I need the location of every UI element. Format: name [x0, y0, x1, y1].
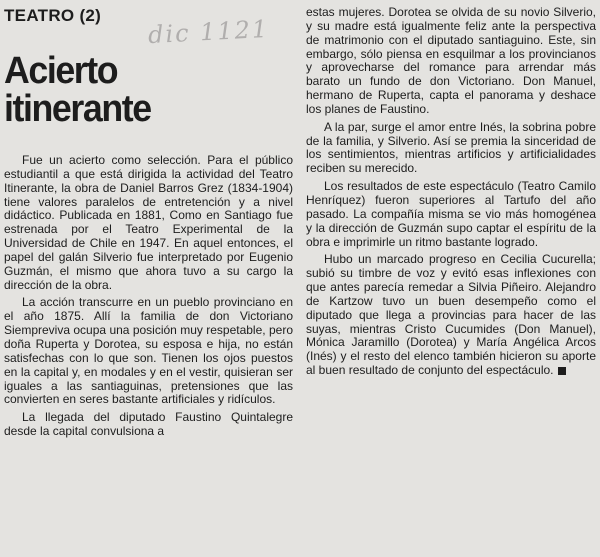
paragraph-text: Hubo un marcado progreso en Cecilia Cucurella; subió su timbre de voz y evitó esas inflexiones con que antes parecía remedar a Silvia Piñeiro. Alejandro de Kartzow tuvo un buen desempeño como el diputado que llega a provincias para hacer de las suyas, mientras Cristo Cucumides (Don Manuel), Mónica Jaramillo (Dorotea) y María Angélica Arcos (Inés) y el resto del elenco también hicieron su aporte al buen resultado de conjunto del espectáculo.: [306, 252, 596, 378]
paragraph: La acción transcurre en un pueblo provinciano en el año 1875. Allí la familia de don Victoriano Siempreviva ocupa una posición muy respetable, pero doña Ruperta y Dorotea, su esposa e hija, no están satisfechas con lo que son. Tienen los ojos puestos en la capital y, en modales y en el vestir, quisieran ser iguales a las santiaguinas, pretensiones que las convierten en seres bastante artificiales y ridículos.: [4, 295, 293, 407]
paragraph: La llegada del diputado Faustino Quintalegre desde la capital convulsiona a: [4, 410, 293, 439]
left-column: [4, 154, 293, 439]
paragraph: Los resultados de este espectáculo (Teatro Camilo Henríquez) fueron superiores al Tartufo del año pasado. La compañía misma se vio más homogénea y la dirección de Guzmán supo captar el espíritu de la obra e imprimirle un ritmo bastante logrado.: [306, 179, 596, 249]
headline: [4, 52, 151, 128]
paragraph: Fue un acierto como selección. Para el público estudiantil a que está dirigida la actividad del Teatro Itinerante, la obra de Daniel Barros Grez (1834-1904) tiene valores paralelos de entretención y a nivel didáctico. Publicada en 1881, Como en Santiago fue estrenada por el Teatro Experimental de la Universidad de Chile en 1947. En aquel entonces, el papel del galán Silverio fue interpretado por Eugenio Guzmán, el mismo que ahora tuvo a su cargo la dirección de la obra.: [4, 153, 293, 292]
handwritten-date-note: dic 1121: [147, 14, 270, 50]
end-of-article-mark: [558, 367, 566, 375]
section-label: TEATRO (2): [4, 6, 102, 25]
headline-line-1: Acierto: [4, 50, 118, 92]
paragraph: estas mujeres. Dorotea se olvida de su novio Silverio, y su madre está igualmente feliz ante la perspectiva de matrimonio con el diputado santiaguino. Este, sin embargo, sólo piensa en esquilmar a los provincianos y aprovecharse del romance para arrendar más barato un fundo de don Victoriano. Don Manuel, hermano de Ruperta, capta el panorama y deshace los planes de Faustino.: [306, 5, 596, 116]
final-paragraph: [306, 253, 596, 378]
headline-line-2: itinerante: [4, 88, 151, 130]
right-column: [306, 6, 596, 378]
paragraph: A la par, surge el amor entre Inés, la sobrina pobre de la familia, y Silverio. Así se premia la sinceridad de los sentimientos, mientras artificios y artificialidades reciben su merecido.: [306, 119, 596, 176]
